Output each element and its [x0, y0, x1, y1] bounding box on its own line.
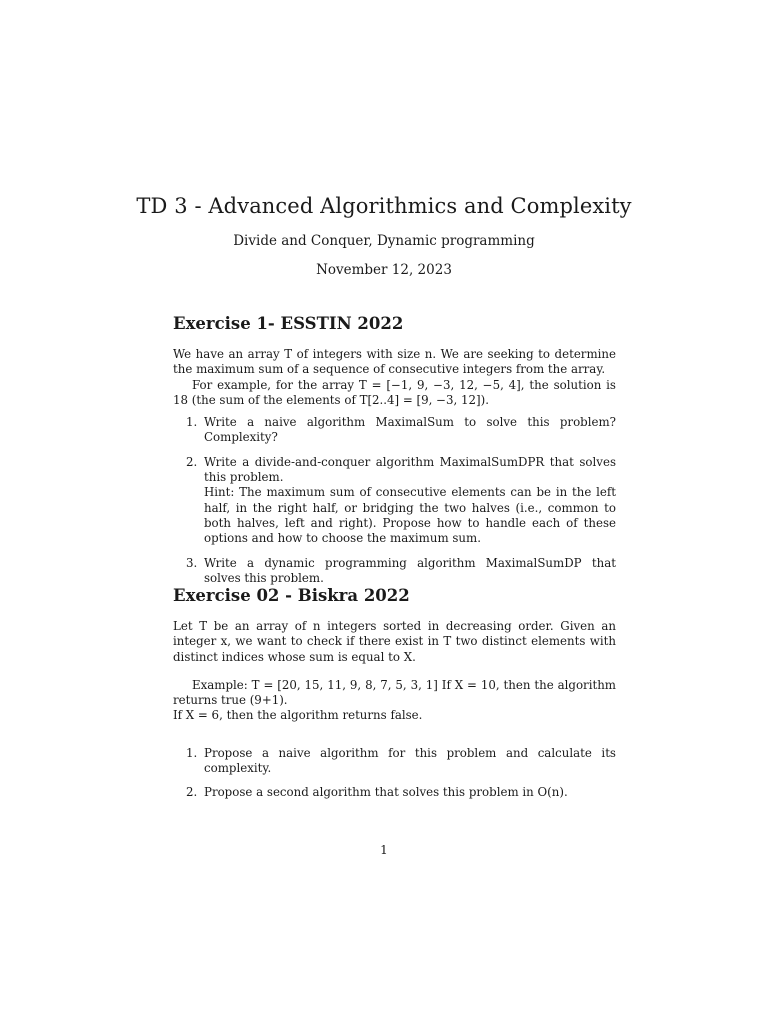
exercise-1-intro: We have an array T of integers with size n. We are seeking to determine the maximum sum of a sequence of consecutive integers from the array. [173, 347, 616, 377]
list-item [173, 415, 616, 446]
item-number: 1. [186, 745, 198, 760]
list-item [173, 455, 616, 547]
list-item [173, 746, 616, 777]
exercise-2-list [173, 746, 616, 801]
item-text: Propose a naive algorithm for this problem and calculate its complexity. [204, 745, 616, 776]
exercise-1-section [173, 314, 616, 586]
item-hint: Hint: The maximum sum of consecutive elements can be in the left half, in the right half, or bridging the two halves (i.e., common to both halves, left and right). Propose how to handle each of these options and how to choose the maximum sum. [204, 485, 616, 546]
item-number: 1. [186, 415, 198, 430]
exercise-2-section [173, 586, 616, 801]
list-item [173, 556, 616, 587]
item-text: Write a divide-and-conquer algorithm MaximalSumDPR that solves this problem. [204, 454, 616, 485]
page-number: 1 [380, 843, 388, 857]
item-number: 3. [186, 555, 198, 570]
item-text: Propose a second algorithm that solves this problem in O(n). [204, 785, 568, 800]
exercise-1-example: For example, for the array T = [−1, 9, −3, 12, −5, 4], the solution is 18 (the sum of the elements of T[2..4] = [9, −3, 12]). [173, 377, 616, 407]
list-item [173, 785, 616, 800]
exercise-1-list [173, 415, 616, 586]
title-block [0, 194, 768, 278]
item-number: 2. [186, 454, 198, 469]
item-text: Write a dynamic programming algorithm MaximalSumDP that solves this problem. [204, 555, 616, 585]
exercise-2-heading: Exercise 02 - Biskra 2022 [173, 586, 410, 605]
exercise-1-heading: Exercise 1- ESSTIN 2022 [173, 314, 404, 333]
exercise-2-intro: Let T be an array of n integers sorted in decreasing order. Given an integer x, we want to check if there exist in T two distinct elements with distinct indices whose sum is equal to X. [173, 619, 616, 664]
exercise-2-example: Example: T = [20, 15, 11, 9, 8, 7, 5, 3, 1] If X = 10, then the algorithm returns true (9+1). [173, 677, 616, 708]
exercise-2-example-false: If X = 6, then the algorithm returns false. [173, 708, 423, 723]
document-subtitle: Divide and Conquer, Dynamic programming [233, 233, 535, 249]
document-date: November 12, 2023 [316, 262, 452, 278]
item-number: 2. [186, 785, 198, 800]
document-title: TD 3 - Advanced Algorithmics and Complexity [136, 194, 632, 218]
item-text: Write a naive algorithm MaximalSum to solve this problem? Complexity? [204, 415, 616, 445]
